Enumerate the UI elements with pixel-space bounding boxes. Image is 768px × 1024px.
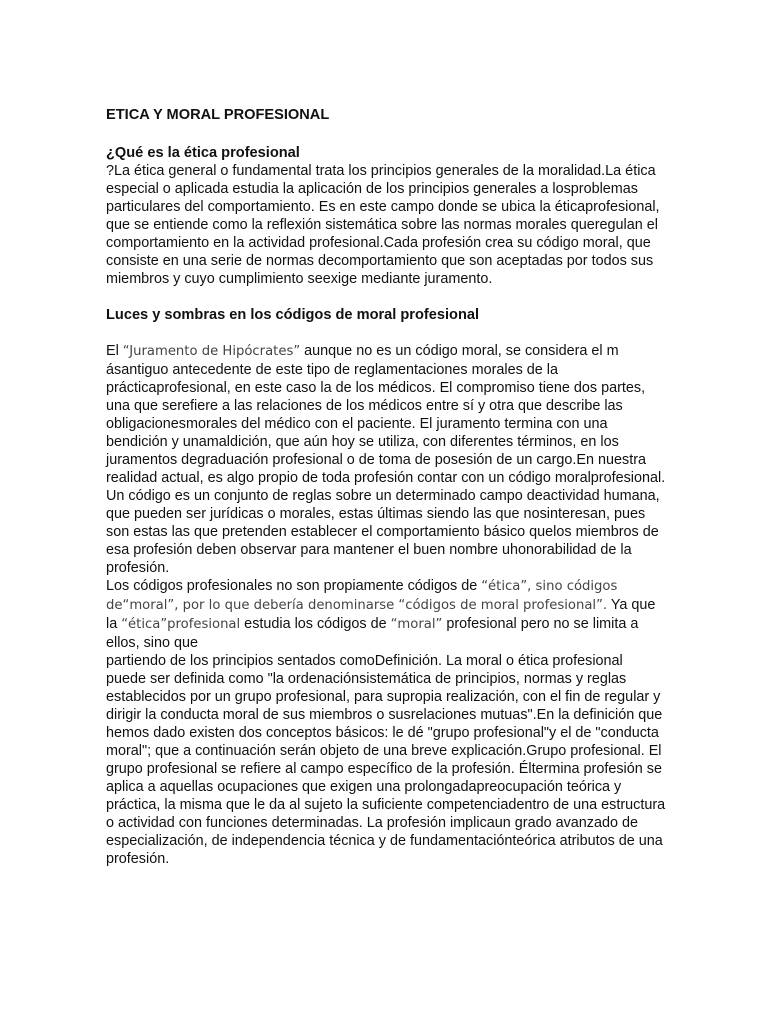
paragraph-etica-definition: ?La ética general o fundamental trata los principios generales de la moralidad.La ética especial o aplicada estudia la aplicación de los principios generales a losproblemas particulares del comportamiento. Es en este campo donde se ubica la éticaprofesional, que se entiende como la reflexión sistemática sobre las normas morales queregulan el comportamiento en la actividad profesional.Cada profesión crea su código moral, que consiste en una serie de normas decomportamiento que son aceptadas por todos sus miembros y cuyo cumplimiento seexige mediante juramento. (106, 163, 660, 287)
document-title: ETICA Y MORAL PROFESIONAL (106, 107, 330, 123)
p2-alt-2: “ética”profesional (121, 617, 241, 632)
p2-text-4: profesional pero no se limita a ellos, sino que (106, 616, 639, 651)
paragraph-juramento (106, 342, 666, 577)
p2-alt-1: “ética”, sino códigos de“moral”, por lo que debería denominarse “códigos de moral profesional”. (106, 579, 618, 613)
document-body (106, 106, 666, 868)
p2-text-2: Ya que la (106, 597, 656, 632)
p1-rest: aunque no es un código moral, se considera el m ásantiguo antecedente de este tipo de reglamentaciones morales de la prácticaprofesional, en este caso la de los médicos. El compromiso tiene dos partes, una que serefiere a las relaciones de los médicos entre sí y otra que describe las obligacionesmorales del médico con el paciente. El juramento termina con una bendición y unamaldición, que aún hoy se utiliza, con diferentes términos, en los juramentos degraduación profesional o de toma de posesión de un cargo.En nuestra realidad actual, es algo propio de toda profesión contar con un código moralprofesional. Un código es un conjunto de reglas sobre un determinado campo deactividad humana, que pueden ser jurídicas o morales, estas últimas siendo las que nosinteresan, pues son estas las que pretenden establecer el comportamiento básico quelos miembros de esa profesión deben observar para mantener el buen nombre uhonorabilidad de la profesión. (106, 343, 666, 576)
p1-alt-quote: “Juramento de Hipócrates” (122, 344, 301, 359)
p2-text-3: estudia los códigos de (240, 616, 391, 632)
paragraph-codigos (106, 577, 666, 652)
section-heading-luces-sombras: Luces y sombras en los códigos de moral profesional (106, 307, 480, 323)
p2-text-1: Los códigos profesionales no son propiamente códigos de (106, 578, 482, 594)
p1-prefix: El (106, 343, 123, 359)
paragraph-definicion: partiendo de los principios sentados comoDefinición. La moral o ética profesional puede ser definida como "la ordenaciónsistemática de principios, normas y reglas establecidos por un grupo profesional, para supropia realización, con el fin de regular y dirigir la conducta moral de sus miembros o susrelaciones mutuas".En la definición que hemos dado existen dos conceptos básicos: le dé "grupo profesional"y el de "conducta moral"; que a continuación serán objeto de una breve explicación.Grupo profesional. El grupo profesional se refiere al campo específico de la profesión. Éltermina profesión se aplica a aquellas ocupaciones que exigen una prolongadapreocupación teórica y práctica, la misma que le da al sujeto la suficiente competenciadentro de una estructura o actividad con funciones determinadas. La profesión implicaun grado avanzado de especialización, de independencia técnica y de fundamentaciónteórica atributos de una profesión. (106, 653, 666, 867)
p2-alt-3: “moral” (390, 617, 443, 632)
section-heading-etica-profesional: ¿Qué es la ética profesional (106, 145, 300, 161)
